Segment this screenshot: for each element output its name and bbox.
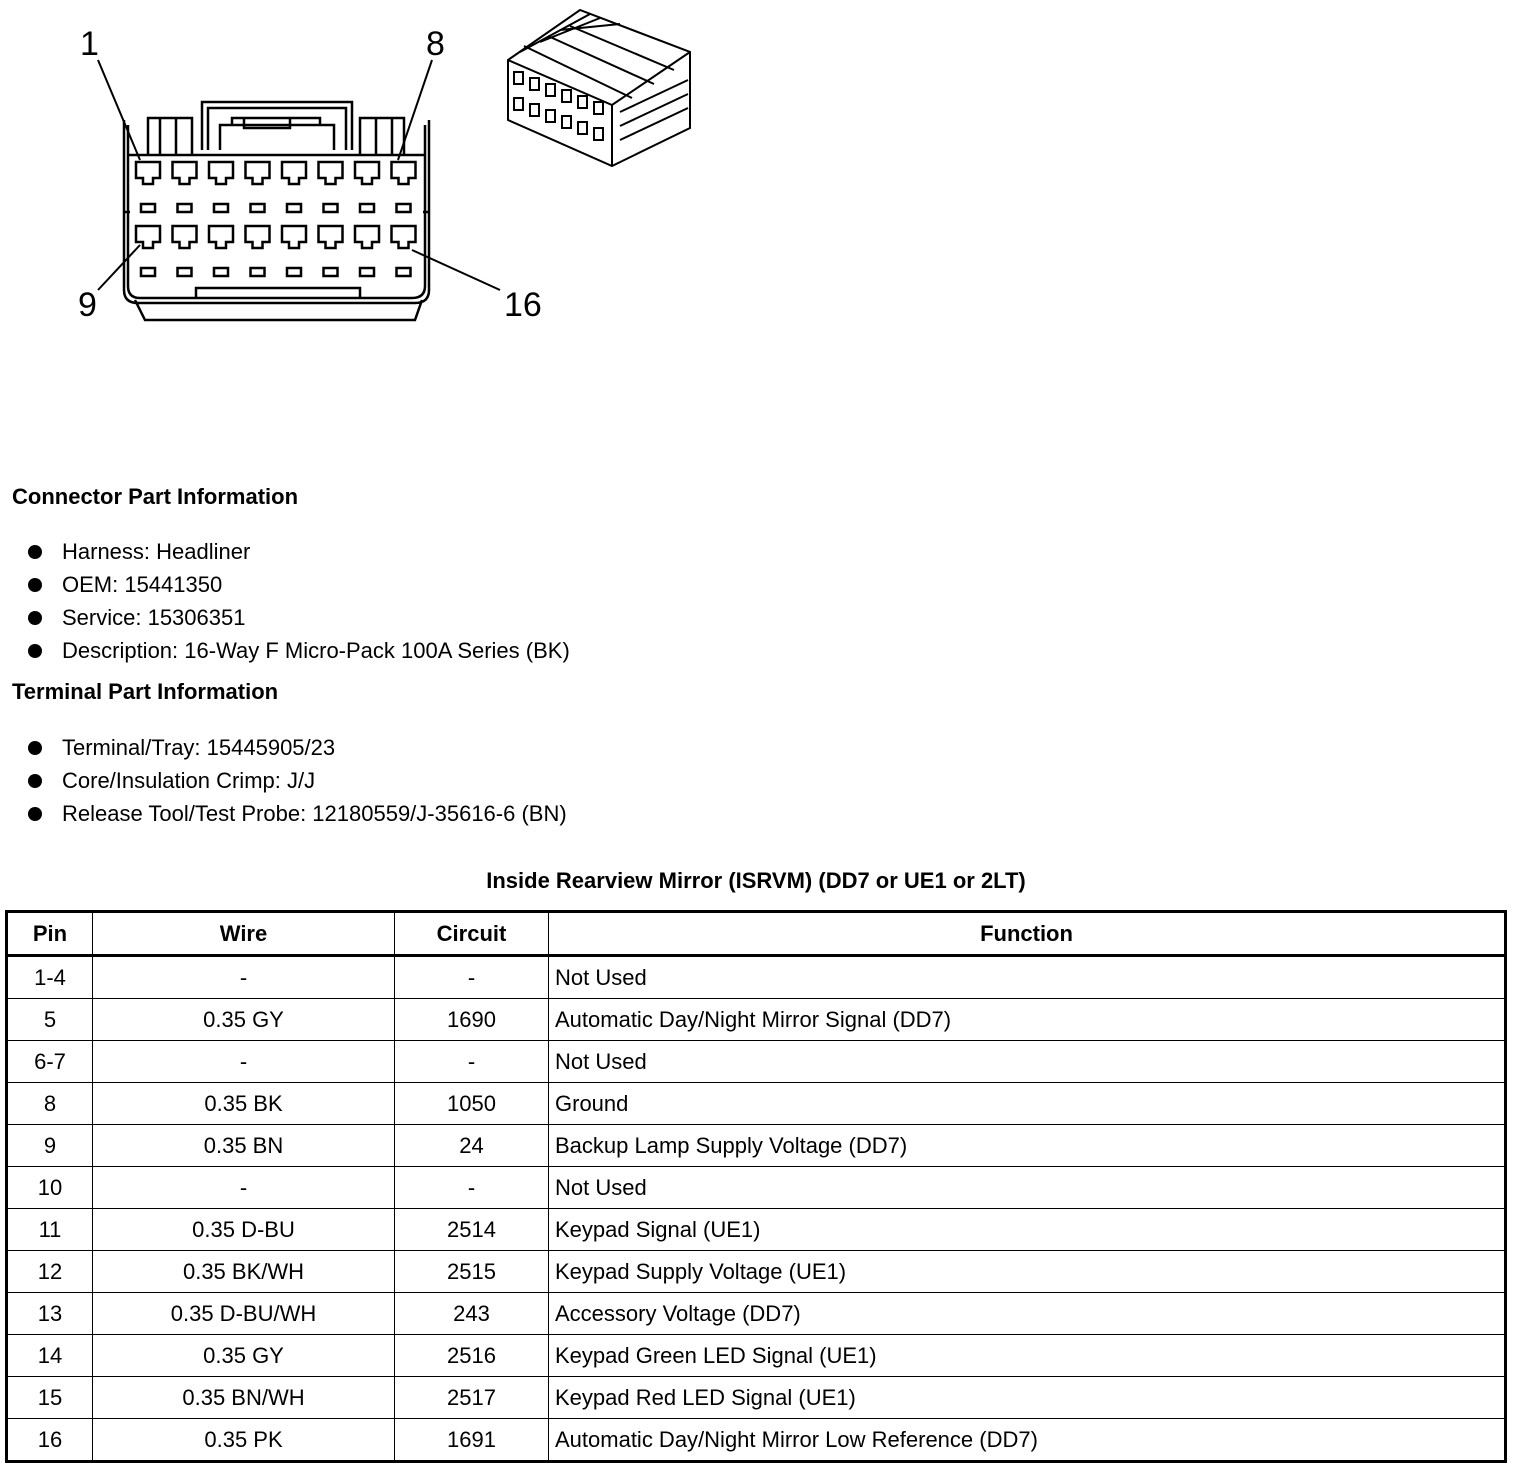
terminal-info-title: Terminal Part Information <box>12 679 279 704</box>
terminal-info-list <box>26 734 567 833</box>
bullet-icon <box>28 807 42 821</box>
cell-pin: 11 <box>7 1209 93 1251</box>
cell-wire: - <box>93 1041 395 1083</box>
connector-cavity <box>355 162 379 212</box>
cell-function: Keypad Red LED Signal (UE1) <box>549 1377 1506 1419</box>
cell-function: Automatic Day/Night Mirror Signal (DD7) <box>549 999 1506 1041</box>
iso-cavity <box>578 96 587 108</box>
cell-circuit: 24 <box>395 1125 549 1167</box>
cell-function: Accessory Voltage (DD7) <box>549 1293 1506 1335</box>
pinout-table <box>5 910 1507 1463</box>
cell-circuit: - <box>395 1041 549 1083</box>
iso-cavity <box>594 102 603 114</box>
iso-cavity <box>594 128 603 140</box>
connector-info-list <box>26 538 570 670</box>
table-title: Inside Rearview Mirror (ISRVM) (DD7 or UE1 or 2LT) <box>486 868 1026 893</box>
list-item: Core/Insulation Crimp: J/J <box>26 767 567 800</box>
cell-pin: 5 <box>7 999 93 1041</box>
bullet-icon <box>28 644 42 658</box>
cell-wire: 0.35 BK <box>93 1083 395 1125</box>
cell-wire: 0.35 GY <box>93 999 395 1041</box>
iso-cavity <box>530 104 539 116</box>
cell-function: Automatic Day/Night Mirror Low Reference (DD7) <box>549 1419 1506 1462</box>
list-item: Harness: Headliner <box>26 538 570 571</box>
header-pin: Pin <box>7 912 93 956</box>
connector-cavity <box>209 162 233 212</box>
cell-wire: 0.35 D-BU/WH <box>93 1293 395 1335</box>
table-row <box>7 1041 1506 1083</box>
table-row <box>7 1419 1506 1462</box>
table-header-row <box>7 912 1506 956</box>
table-row <box>7 1335 1506 1377</box>
list-item: Description: 16-Way F Micro-Pack 100A Series (BK) <box>26 637 570 670</box>
cell-circuit: 1050 <box>395 1083 549 1125</box>
connector-cavity <box>173 162 197 212</box>
table-row <box>7 956 1506 999</box>
cell-pin: 16 <box>7 1419 93 1462</box>
connector-cavity <box>355 226 379 276</box>
cell-circuit: 2517 <box>395 1377 549 1419</box>
connector-info-title: Connector Part Information <box>12 484 299 509</box>
cell-wire: 0.35 GY <box>93 1335 395 1377</box>
cell-circuit: 1690 <box>395 999 549 1041</box>
cell-wire: 0.35 BK/WH <box>93 1251 395 1293</box>
connector-isometric-illustration <box>508 10 690 166</box>
cell-function: Not Used <box>549 1167 1506 1209</box>
cell-circuit: - <box>395 1167 549 1209</box>
header-wire: Wire <box>93 912 395 956</box>
cell-function: Keypad Green LED Signal (UE1) <box>549 1335 1506 1377</box>
cell-wire: 0.35 PK <box>93 1419 395 1462</box>
cell-wire: 0.35 BN/WH <box>93 1377 395 1419</box>
connector-cavity <box>282 226 306 276</box>
table-row <box>7 999 1506 1041</box>
cell-function: Keypad Supply Voltage (UE1) <box>549 1251 1506 1293</box>
cell-wire: - <box>93 956 395 999</box>
cell-wire: 0.35 BN <box>93 1125 395 1167</box>
pin-label-8: 8 <box>426 25 445 63</box>
list-item: OEM: 15441350 <box>26 571 570 604</box>
cell-function: Backup Lamp Supply Voltage (DD7) <box>549 1125 1506 1167</box>
cell-pin: 6-7 <box>7 1041 93 1083</box>
bullet-icon <box>28 741 42 755</box>
cell-circuit: 2515 <box>395 1251 549 1293</box>
list-item: Terminal/Tray: 15445905/23 <box>26 734 567 767</box>
cell-function: Not Used <box>549 956 1506 999</box>
header-circuit: Circuit <box>395 912 549 956</box>
table-row <box>7 1167 1506 1209</box>
connector-cavity <box>319 162 343 212</box>
table-body <box>7 956 1506 1462</box>
bullet-icon <box>28 578 42 592</box>
bullet-icon <box>28 774 42 788</box>
cell-function: Ground <box>549 1083 1506 1125</box>
cell-pin: 13 <box>7 1293 93 1335</box>
cell-circuit: 1691 <box>395 1419 549 1462</box>
cell-function: Not Used <box>549 1041 1506 1083</box>
iso-cavity <box>530 78 539 90</box>
table-row <box>7 1251 1506 1293</box>
cell-circuit: 2516 <box>395 1335 549 1377</box>
cell-circuit: - <box>395 956 549 999</box>
table-row <box>7 1377 1506 1419</box>
connector-cavity <box>209 226 233 276</box>
iso-cavity <box>546 84 555 96</box>
connector-cavity <box>319 226 343 276</box>
cell-pin: 15 <box>7 1377 93 1419</box>
iso-cavity <box>514 98 523 110</box>
table-row <box>7 1209 1506 1251</box>
connector-cavity <box>136 226 160 276</box>
connector-cavity <box>392 162 416 212</box>
cell-wire: - <box>93 1167 395 1209</box>
cell-pin: 12 <box>7 1251 93 1293</box>
table-row <box>7 1083 1506 1125</box>
iso-cavity <box>514 72 523 84</box>
connector-cavity <box>136 162 160 212</box>
cell-pin: 1-4 <box>7 956 93 999</box>
bullet-icon <box>28 545 42 559</box>
connector-cavity <box>173 226 197 276</box>
connector-cavity <box>246 226 270 276</box>
cell-pin: 8 <box>7 1083 93 1125</box>
connector-cavity <box>282 162 306 212</box>
table-row <box>7 1293 1506 1335</box>
pin-label-9: 9 <box>78 286 97 324</box>
iso-cavity <box>546 110 555 122</box>
list-item: Service: 15306351 <box>26 604 570 637</box>
cell-wire: 0.35 D-BU <box>93 1209 395 1251</box>
cell-pin: 14 <box>7 1335 93 1377</box>
bullet-icon <box>28 611 42 625</box>
cell-circuit: 243 <box>395 1293 549 1335</box>
cell-pin: 10 <box>7 1167 93 1209</box>
cell-pin: 9 <box>7 1125 93 1167</box>
iso-cavity <box>578 122 587 134</box>
pin-label-1: 1 <box>80 25 99 63</box>
cell-circuit: 2514 <box>395 1209 549 1251</box>
iso-cavity <box>562 90 571 102</box>
table-row <box>7 1125 1506 1167</box>
iso-cavity <box>562 116 571 128</box>
pin-label-16: 16 <box>504 286 542 324</box>
connector-face-diagram <box>0 0 720 340</box>
cell-function: Keypad Signal (UE1) <box>549 1209 1506 1251</box>
header-function: Function <box>549 912 1506 956</box>
connector-cavity <box>246 162 270 212</box>
list-item: Release Tool/Test Probe: 12180559/J-35616-6 (BN) <box>26 800 567 833</box>
